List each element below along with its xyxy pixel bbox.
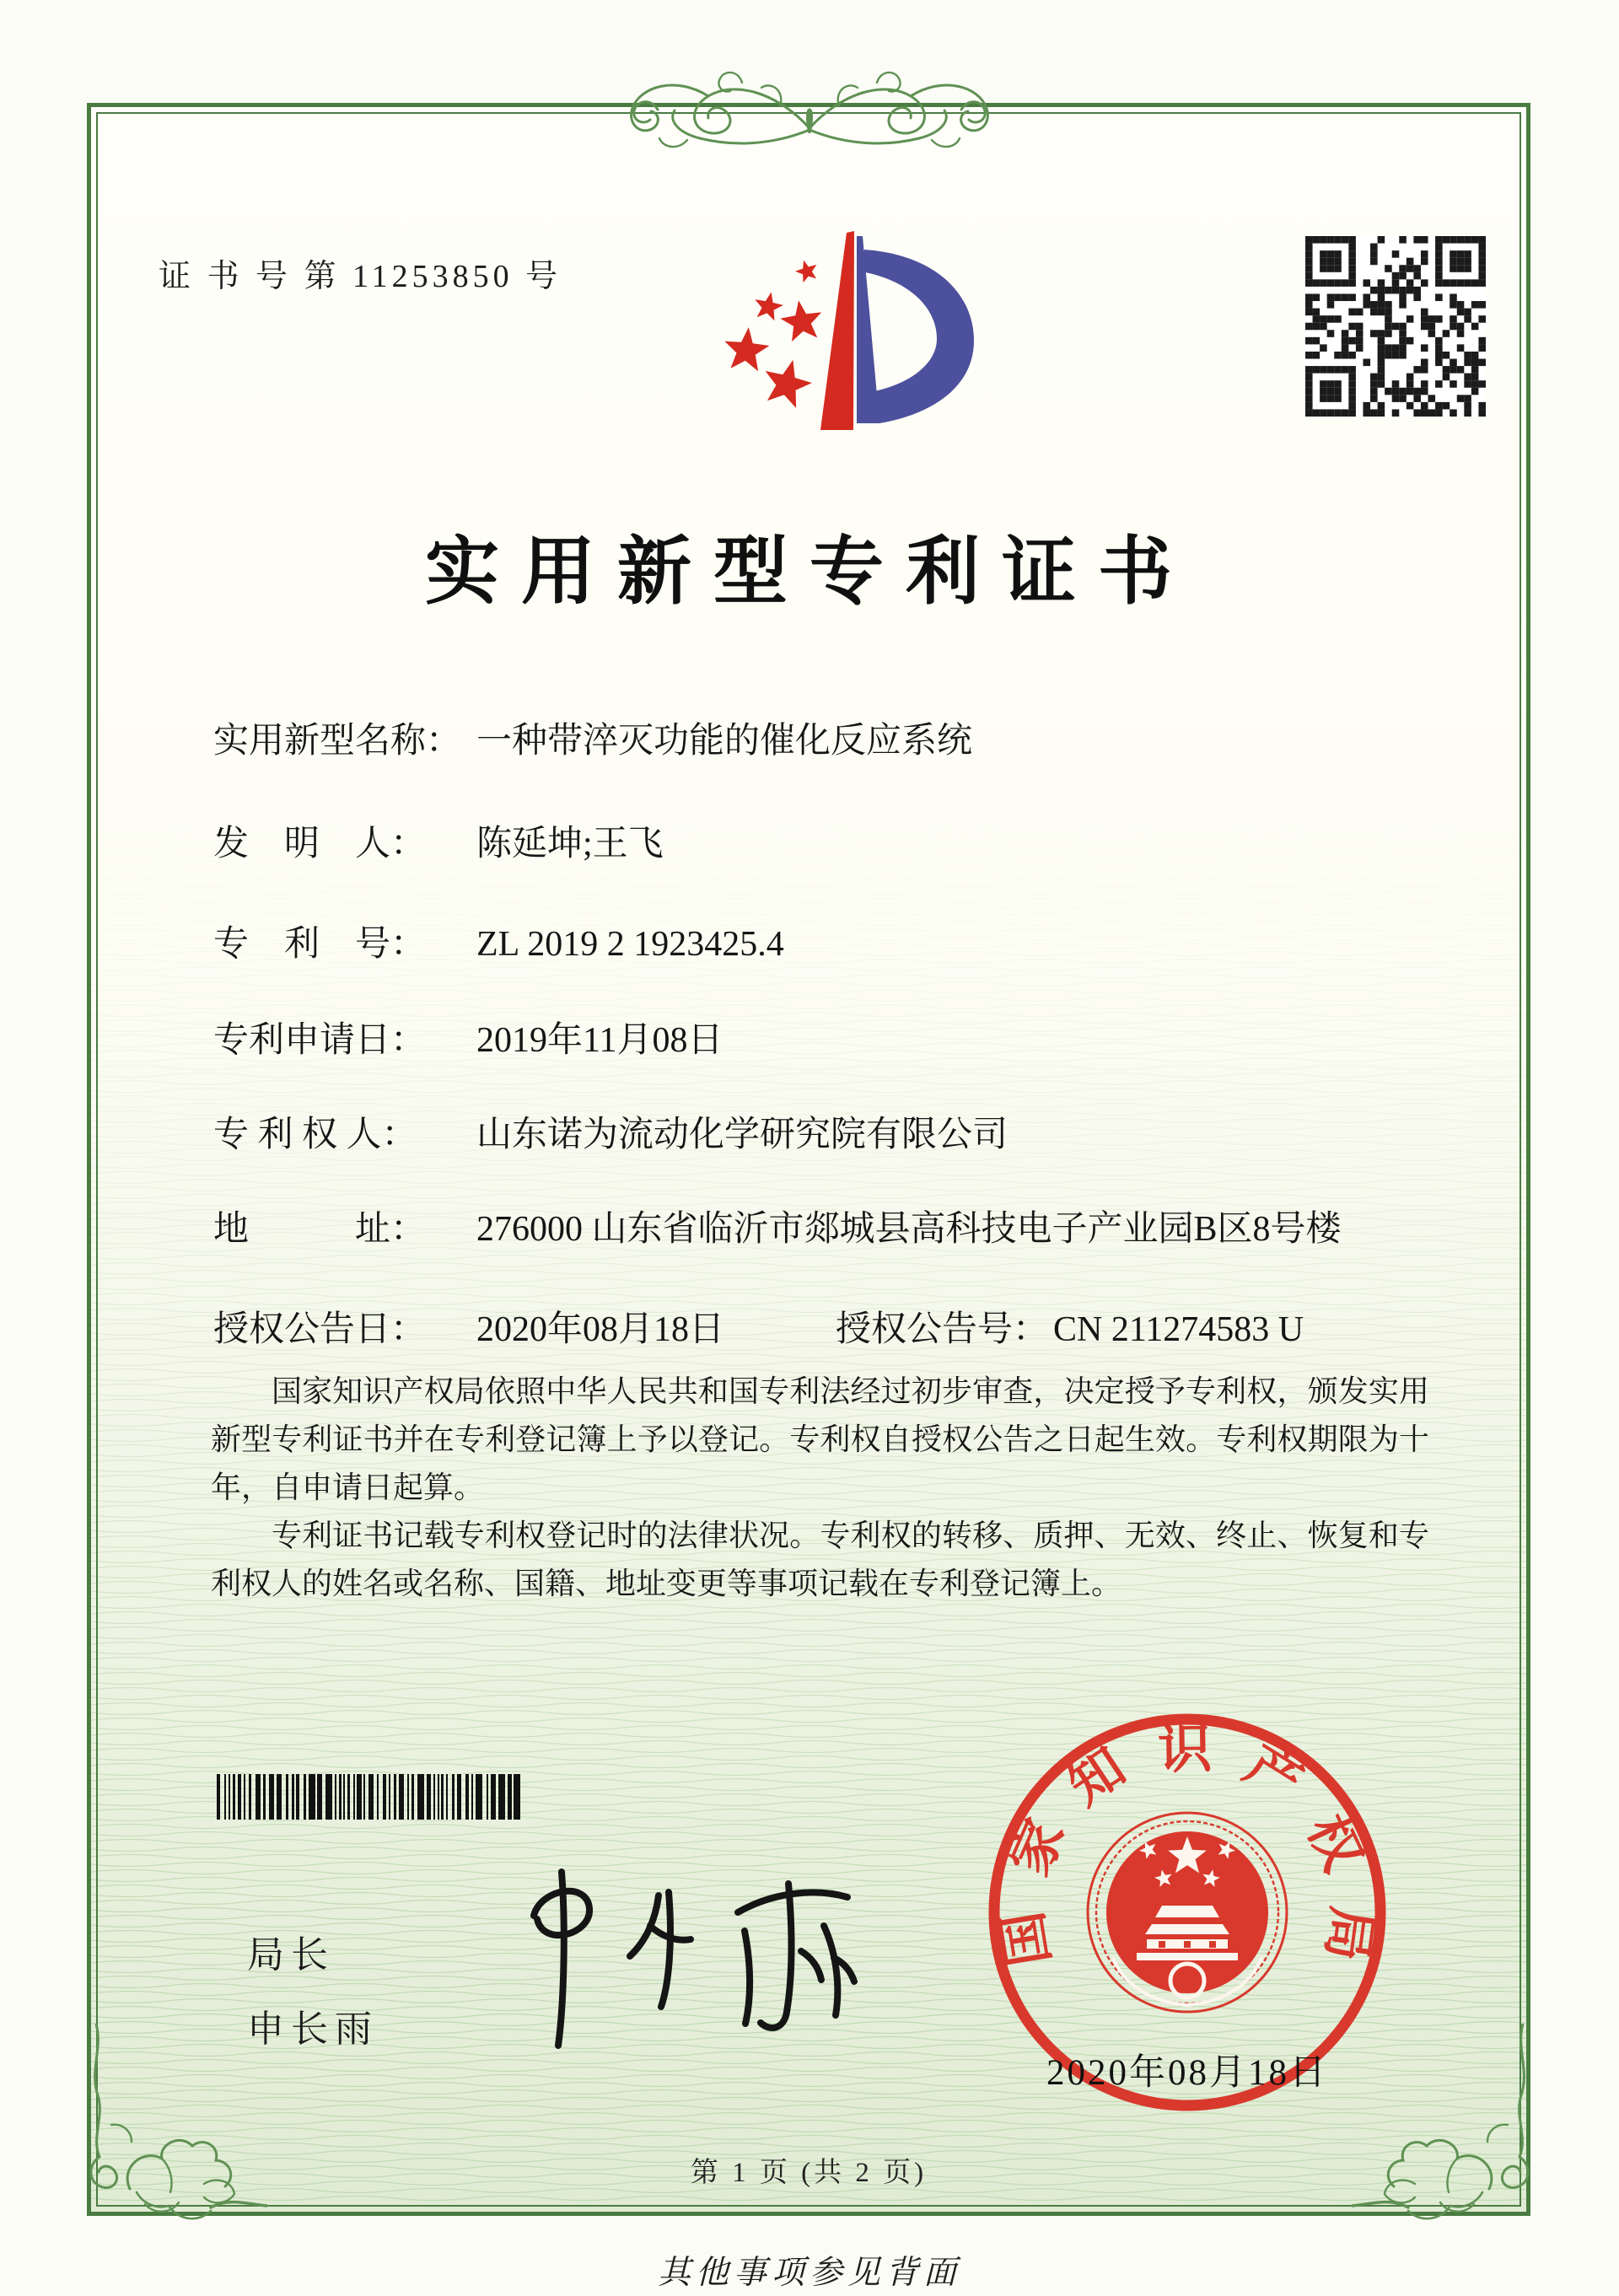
- seal-national-emblem: [1088, 1813, 1287, 2012]
- field-address: [213, 1201, 1342, 1251]
- field-value: ZL 2019 2 1923425.4: [476, 925, 784, 964]
- field-grant-number: [836, 1301, 1304, 1352]
- field-label: 专 利 权 人：: [213, 1116, 417, 1154]
- seal-ring-text: 国家知识产权局: [992, 1718, 1383, 1971]
- field-label: 专利申请日：: [213, 1021, 427, 1060]
- legal-paragraph-1: 国家知识产权局依照中华人民共和国专利法经过初步审查，决定授予专利权，颁发实用新型专利证书并在专利登记簿上予以登记。专利权自授权公告之日起生效。专利权期限为十年，自申请日起算。: [211, 1374, 1429, 1504]
- top-flourish-ornament: [607, 29, 1012, 189]
- qr-code: [1305, 236, 1486, 417]
- field-inventor: [213, 815, 664, 866]
- field-label: 地 址：: [213, 1210, 427, 1249]
- legal-statement-block: [211, 1368, 1429, 1607]
- handwritten-signature: [460, 1848, 898, 2063]
- field-value: 山东诺为流动化学研究院有限公司: [476, 1116, 1009, 1154]
- field-label: 授权公告号：: [836, 1310, 1049, 1349]
- field-label: 授权公告日：: [213, 1310, 427, 1349]
- field-filing-date: [213, 1012, 723, 1062]
- seal-date: 2020年08月18日: [1046, 2053, 1328, 2093]
- field-value: CN 211274583 U: [1053, 1310, 1304, 1349]
- field-value: 陈延坤;王飞: [476, 825, 664, 863]
- logo-blue-p-bowl: [861, 250, 974, 423]
- field-value: 一种带淬灭功能的催化反应系统: [476, 722, 973, 761]
- logo-red-wedge: [820, 231, 854, 430]
- bottom-left-corner-flourish: [78, 2024, 272, 2226]
- legal-paragraph-2: 专利证书记载专利权登记时的法律状况。专利权的转移、质押、无效、终止、恢复和专利权人的姓名或名称、国籍、地址变更等事项记载在专利登记簿上。: [211, 1518, 1429, 1600]
- page-number: 第 1 页 (共 2 页): [690, 2158, 928, 2188]
- field-label: 发 明 人：: [213, 825, 427, 863]
- back-side-note: 其他事项参见背面: [657, 2255, 961, 2291]
- field-value: 276000 山东省临沂市郯城县高科技电子产业园B区8号楼: [476, 1210, 1342, 1249]
- field-patentee: [213, 1106, 1008, 1157]
- field-patent-number: [213, 916, 784, 966]
- signer-title: 局长: [247, 1934, 335, 1976]
- certificate-title: 实用新型专利证书: [424, 532, 1194, 614]
- field-value: 2019年11月08日: [476, 1021, 723, 1060]
- field-label: 实用新型名称：: [213, 722, 462, 761]
- barcode: [215, 1772, 529, 1821]
- certificate-number: 证 书 号 第 11253850 号: [159, 259, 562, 294]
- field-grant-date-and-number: [213, 1301, 1444, 1352]
- cnipa-logo: [713, 212, 1008, 478]
- field-label: 专 利 号：: [213, 925, 427, 964]
- logo-stars: [724, 261, 821, 408]
- signer-name: 申长雨: [247, 2008, 379, 2050]
- field-utility-model-name: [213, 712, 972, 763]
- field-value: 2020年08月18日: [476, 1310, 725, 1349]
